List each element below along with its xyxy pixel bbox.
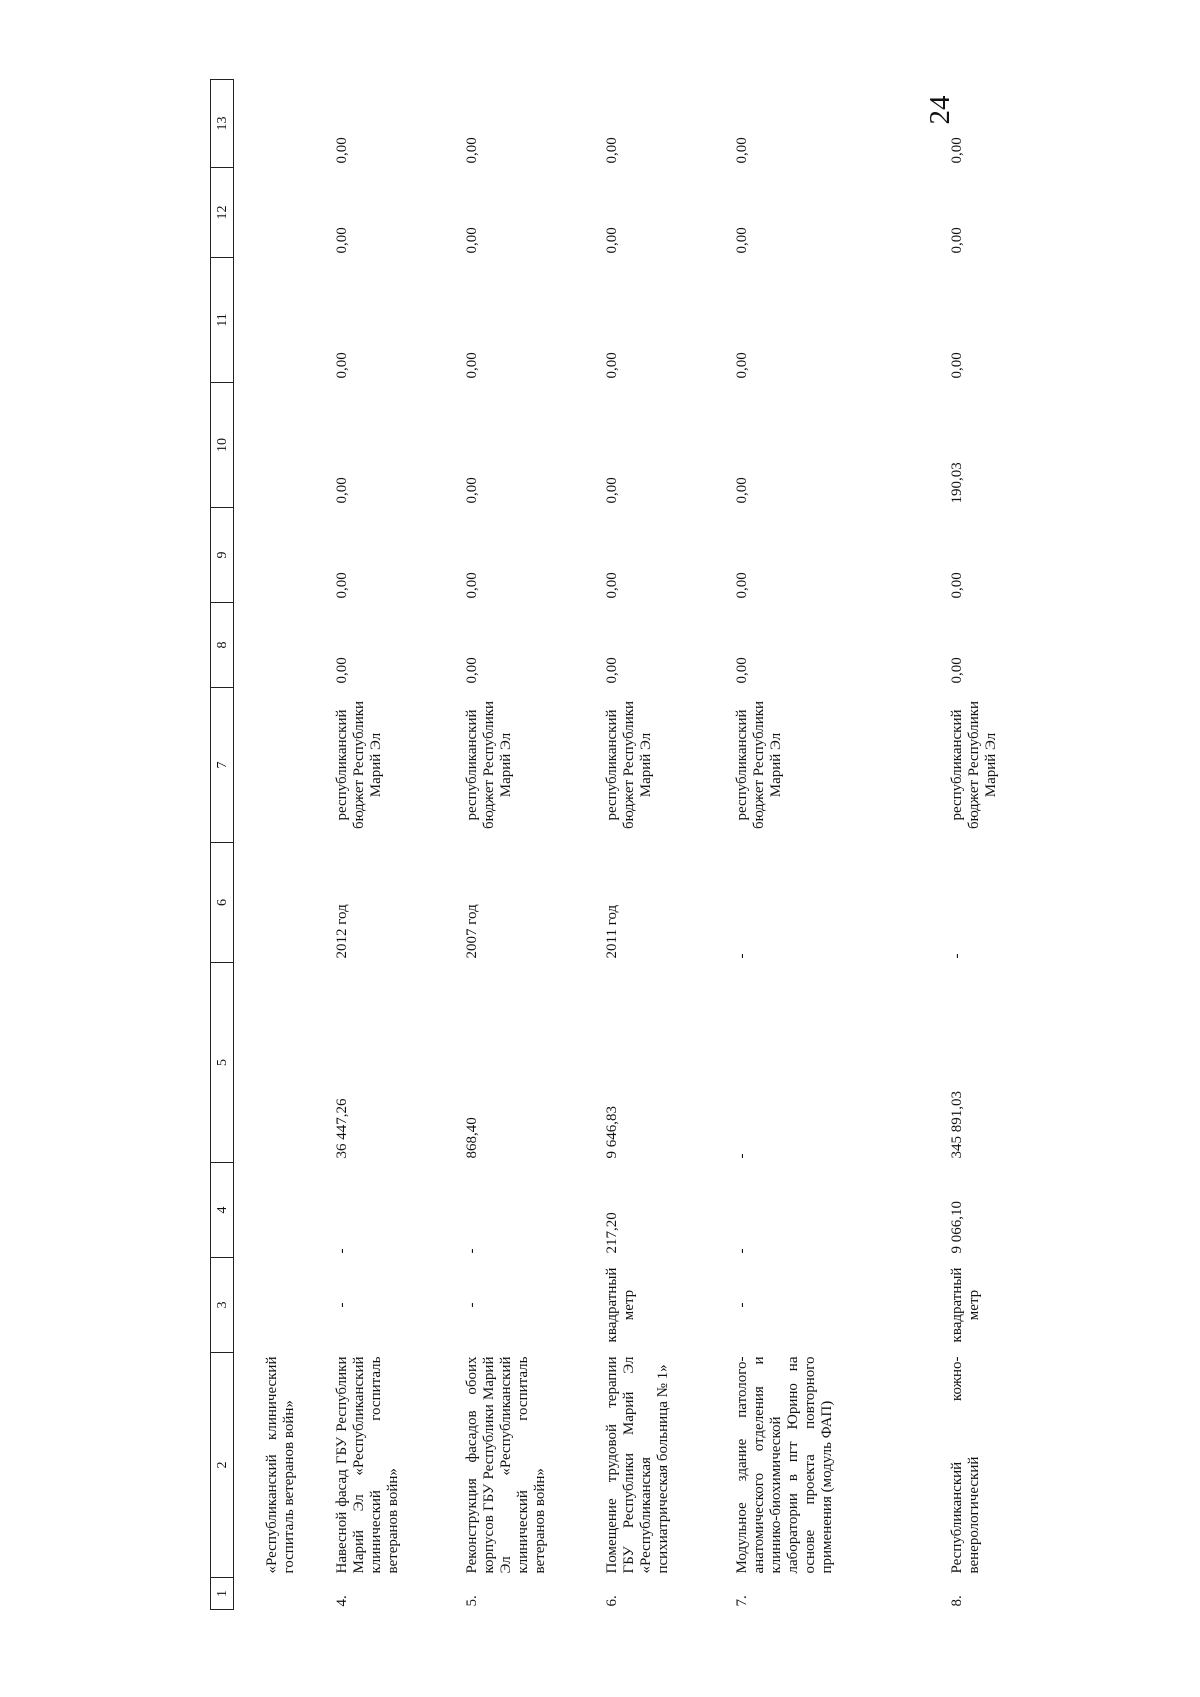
- value-cell: 0,00: [334, 227, 350, 254]
- value-cell: 0,00: [334, 572, 350, 599]
- column-header: 1: [211, 1578, 234, 1610]
- value-cell: 0,00: [334, 477, 350, 504]
- value-cell: 0,00: [734, 657, 750, 684]
- value-cell: 0,00: [949, 227, 965, 254]
- value-cell: 0,00: [949, 352, 965, 379]
- unit-cell: -: [734, 1302, 750, 1308]
- column-header: 5: [211, 963, 234, 1163]
- value-cell: 0,00: [464, 227, 480, 254]
- value-cell: 0,00: [734, 227, 750, 254]
- column-header: 3: [211, 1258, 234, 1353]
- year-cell: -: [949, 953, 965, 959]
- cost-cell: 9 646,83: [604, 1106, 620, 1159]
- value-cell: 0,00: [464, 352, 480, 379]
- year-cell: -: [734, 953, 750, 959]
- value-cell: 0,00: [334, 137, 350, 164]
- capacity-cell: -: [334, 1248, 350, 1254]
- table-row: [324, 80, 454, 1610]
- unit-cell: квадратный метр: [949, 1267, 982, 1343]
- year-cell: 2012 год: [334, 904, 350, 959]
- column-header: 7: [211, 688, 234, 843]
- object-name: Модульное здание патолого-анатомического отделения и клинико-биохимической лаборатории в пгт Юрино на основе проекта повторного применения (модуль ФАП): [734, 1356, 835, 1574]
- cost-cell: 345 891,03: [949, 1091, 965, 1159]
- value-cell: 0,00: [734, 352, 750, 379]
- value-cell: 0,00: [334, 657, 350, 684]
- value-cell: 0,00: [334, 352, 350, 379]
- value-cell: 0,00: [464, 477, 480, 504]
- column-header: 10: [211, 383, 234, 508]
- column-header: 13: [211, 80, 234, 168]
- column-header: 2: [211, 1353, 234, 1578]
- row-number: 7.: [734, 1595, 750, 1607]
- capacity-cell: -: [734, 1248, 750, 1254]
- table-row: [939, 80, 1019, 1610]
- column-header: 6: [211, 843, 234, 963]
- row-number: 6.: [604, 1595, 620, 1607]
- budget-table: [210, 79, 1019, 1610]
- value-cell: 0,00: [464, 137, 480, 164]
- funding-source-cell: республиканский бюджет Республики Марий Эл: [464, 700, 514, 830]
- cost-cell: 868,40: [464, 1117, 480, 1159]
- unit-cell: -: [464, 1302, 480, 1308]
- unit-cell: квадратный метр: [604, 1267, 637, 1343]
- cost-cell: 36 447,26: [334, 1098, 350, 1159]
- value-cell: 0,00: [604, 227, 620, 254]
- unit-cell: -: [334, 1302, 350, 1308]
- object-name: Помещение трудовой терапии ГБУ Республики Марий Эл «Республиканская психиатрическая больница № 1»: [604, 1356, 671, 1574]
- value-cell: 0,00: [604, 352, 620, 379]
- continued-object-name: «Республиканский клинический госпиталь ветеранов войн»: [264, 1356, 297, 1574]
- value-cell: 0,00: [604, 572, 620, 599]
- value-cell: 0,00: [949, 572, 965, 599]
- row-number: 4.: [334, 1595, 350, 1607]
- column-header: 8: [211, 603, 234, 688]
- continuation-row: [234, 80, 325, 1610]
- column-header: 9: [211, 508, 234, 603]
- column-header: 11: [211, 258, 234, 383]
- capacity-cell: 9 066,10: [949, 1201, 965, 1254]
- budget-table-sheet: [210, 80, 1000, 1610]
- value-cell: 0,00: [949, 137, 965, 164]
- value-cell: 0,00: [734, 477, 750, 504]
- row-number: 8.: [949, 1595, 965, 1607]
- column-header: 4: [211, 1163, 234, 1258]
- value-cell: 0,00: [604, 137, 620, 164]
- column-header: 12: [211, 168, 234, 258]
- value-cell: 0,00: [734, 137, 750, 164]
- funding-source-cell: республиканский бюджет Республики Марий Эл: [604, 700, 654, 830]
- value-cell: 0,00: [464, 572, 480, 599]
- cost-cell: -: [734, 1153, 750, 1159]
- object-name: Реконструкция фасадов обоих корпусов ГБУ Республики Марий Эл «Республиканский клинический госпиталь ветеранов войн»: [464, 1356, 548, 1574]
- year-cell: 2007 год: [464, 904, 480, 959]
- value-cell: 0,00: [949, 657, 965, 684]
- table-row: [594, 80, 724, 1610]
- value-cell: 0,00: [604, 657, 620, 684]
- value-cell: 0,00: [464, 657, 480, 684]
- column-number-header: [211, 80, 234, 1610]
- value-cell: 0,00: [604, 477, 620, 504]
- value-cell: 0,00: [734, 572, 750, 599]
- value-cell: 190,03: [949, 462, 965, 504]
- table-row: [454, 80, 594, 1610]
- object-name: Навесной фасад ГБУ Республики Марий Эл «Республиканский клинический госпиталь ветеранов войн»: [334, 1356, 401, 1574]
- table-row: [724, 80, 939, 1610]
- object-name: Республиканский кожно-венерологический: [949, 1356, 982, 1574]
- row-number: 5.: [464, 1595, 480, 1607]
- capacity-cell: -: [464, 1248, 480, 1254]
- year-cell: 2011 год: [604, 904, 620, 959]
- funding-source-cell: республиканский бюджет Республики Марий Эл: [334, 700, 384, 830]
- funding-source-cell: республиканский бюджет Республики Марий Эл: [734, 700, 784, 830]
- capacity-cell: 217,20: [604, 1212, 620, 1254]
- page-number: 24: [923, 95, 956, 125]
- funding-source-cell: республиканский бюджет Республики Марий Эл: [949, 700, 999, 830]
